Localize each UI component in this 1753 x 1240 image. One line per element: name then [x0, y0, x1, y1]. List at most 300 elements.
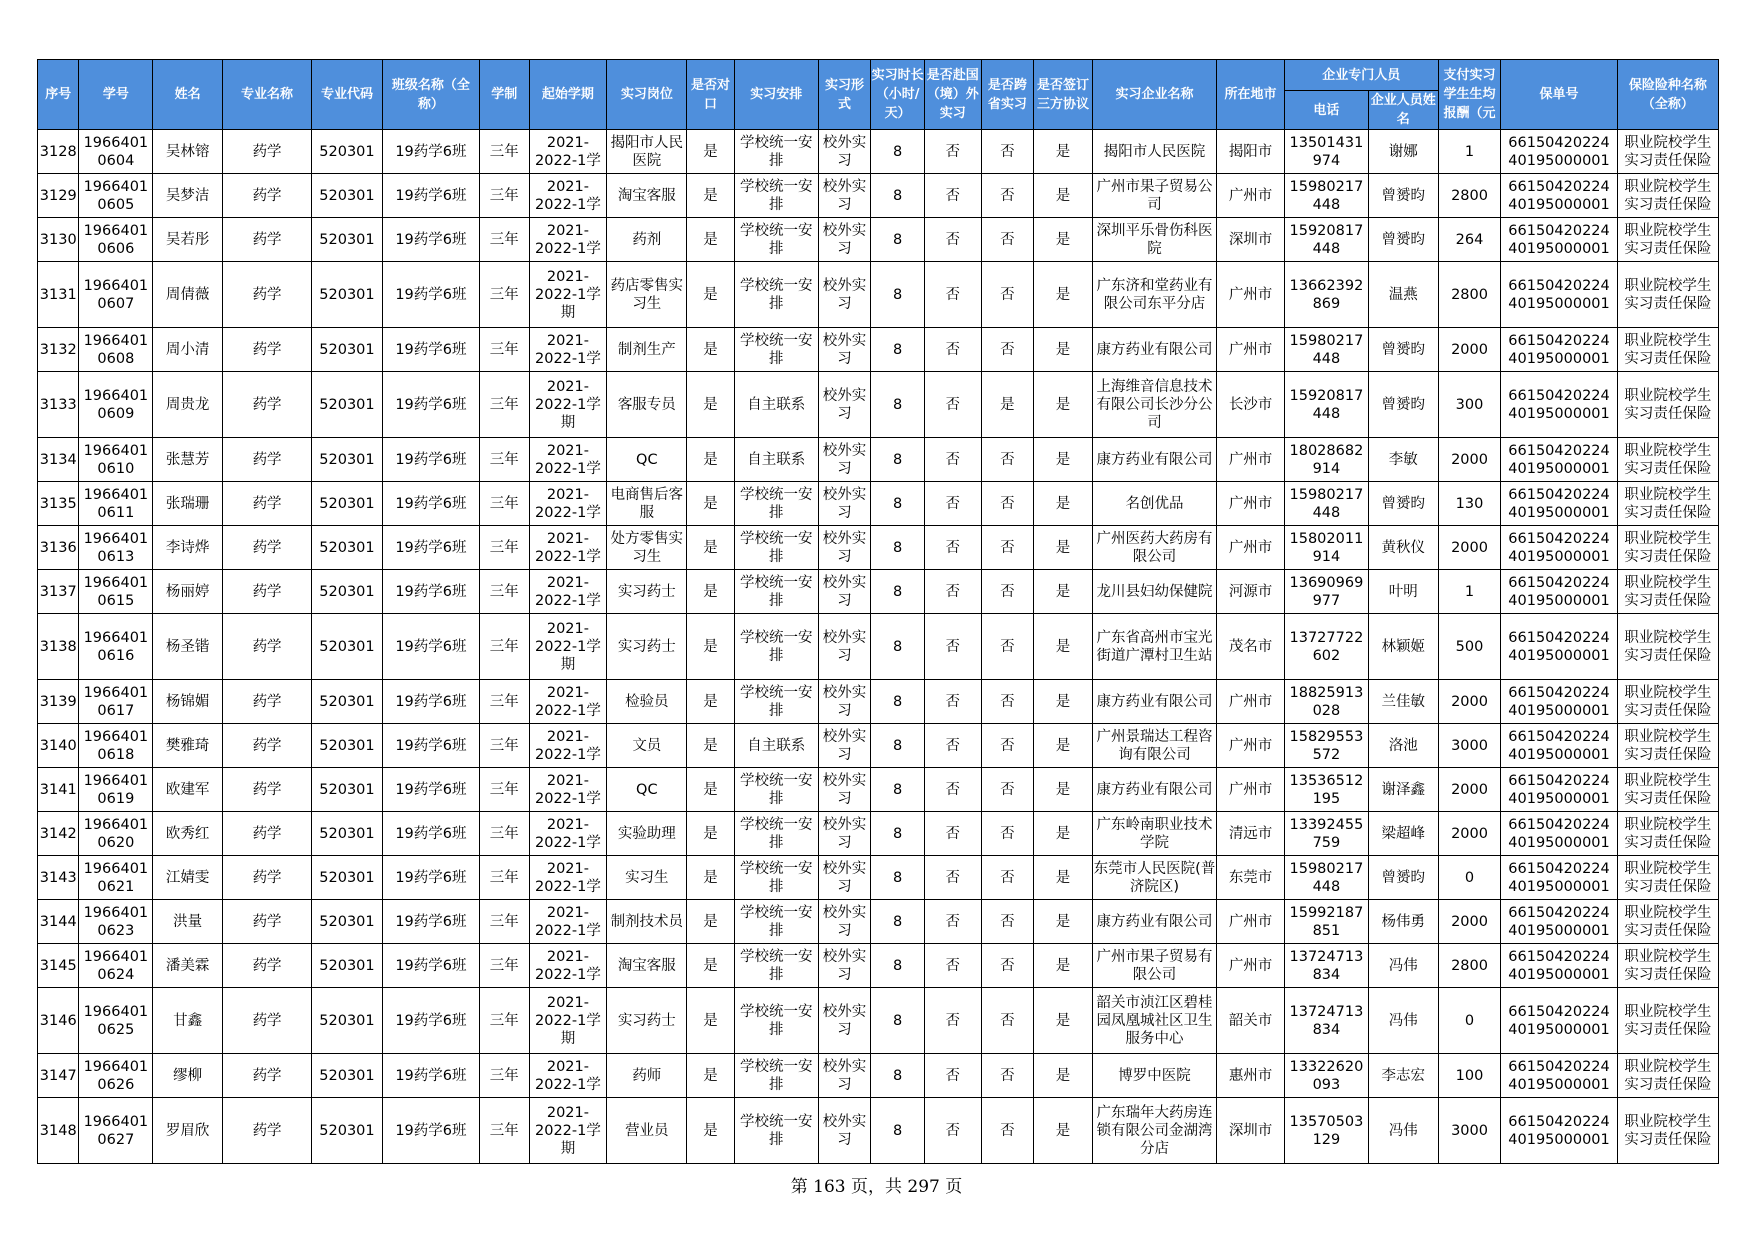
table-cell: 温燕: [1368, 262, 1438, 328]
table-cell: 18825913 028: [1284, 680, 1368, 724]
table-cell: 三年: [479, 988, 529, 1054]
col-header: 专业名称: [223, 60, 312, 130]
col-header: 学制: [479, 60, 529, 130]
table-cell: 职业院校学生实习责任保险: [1617, 218, 1718, 262]
table-cell: 曾赟昀: [1368, 328, 1438, 372]
table-cell: 是: [1034, 218, 1093, 262]
table-cell: 2021-2022-1学: [529, 900, 607, 944]
table-cell: 是: [687, 482, 735, 526]
table-cell: 13662392 869: [1284, 262, 1368, 328]
table-cell: 否: [981, 680, 1034, 724]
table-row: [38, 1054, 1719, 1098]
table-cell: 8: [871, 218, 925, 262]
table-cell: 66150420224 40195000001: [1501, 328, 1617, 372]
table-cell: 否: [924, 1054, 981, 1098]
table-cell: 三年: [479, 174, 529, 218]
table-cell: 520301: [312, 438, 383, 482]
table-cell: 520301: [312, 218, 383, 262]
table-cell: 2021-2022-1学: [529, 768, 607, 812]
table-cell: 15802011 914: [1284, 526, 1368, 570]
table-cell: 广州市: [1217, 680, 1285, 724]
table-cell: 广州市: [1217, 526, 1285, 570]
table-cell: 19药学6班: [382, 768, 479, 812]
table-cell: 冯伟: [1368, 944, 1438, 988]
table-cell: 3142: [38, 812, 79, 856]
table-cell: 520301: [312, 262, 383, 328]
table-cell: 三年: [479, 438, 529, 482]
table-cell: 是: [1034, 1054, 1093, 1098]
table-cell: 药学: [223, 262, 312, 328]
table-cell: 谢泽鑫: [1368, 768, 1438, 812]
table-cell: 是: [1034, 174, 1093, 218]
table-cell: 2000: [1438, 768, 1501, 812]
table-cell: 广州市: [1217, 174, 1285, 218]
table-cell: 谢娜: [1368, 130, 1438, 174]
table-cell: 广州市: [1217, 724, 1285, 768]
table-cell: 66150420224 40195000001: [1501, 900, 1617, 944]
table-cell: 药学: [223, 944, 312, 988]
table-cell: 校外实习: [818, 372, 871, 438]
table-cell: 66150420224 40195000001: [1501, 768, 1617, 812]
table-cell: 学校统一安排: [734, 614, 818, 680]
table-cell: 三年: [479, 1054, 529, 1098]
table-cell: 1966401 0617: [79, 680, 153, 724]
table-cell: 校外实习: [818, 174, 871, 218]
table-cell: 药学: [223, 438, 312, 482]
table-cell: 是: [687, 218, 735, 262]
table-cell: 18028682 914: [1284, 438, 1368, 482]
table-cell: 19药学6班: [382, 372, 479, 438]
table-cell: 13570503 129: [1284, 1098, 1368, 1164]
table-cell: 19药学6班: [382, 900, 479, 944]
table-cell: 2021-2022-1学: [529, 944, 607, 988]
col-subheader: 电话: [1284, 91, 1368, 130]
table-cell: 13724713 834: [1284, 988, 1368, 1054]
table-cell: 吴林镕: [153, 130, 223, 174]
table-cell: 曾赟昀: [1368, 856, 1438, 900]
table-cell: 否: [981, 218, 1034, 262]
table-cell: 揭阳市人民医院: [607, 130, 687, 174]
table-cell: 2021-2022-1学: [529, 482, 607, 526]
table-cell: 校外实习: [818, 856, 871, 900]
table-cell: 否: [981, 1098, 1034, 1164]
table-cell: 130: [1438, 482, 1501, 526]
table-cell: 2021-2022-1学: [529, 130, 607, 174]
table-cell: 文员: [607, 724, 687, 768]
table-cell: 否: [924, 812, 981, 856]
table-cell: 校外实习: [818, 482, 871, 526]
table-cell: 曾赟昀: [1368, 174, 1438, 218]
table-cell: 学校统一安排: [734, 328, 818, 372]
table-cell: 否: [924, 724, 981, 768]
table-cell: 校外实习: [818, 570, 871, 614]
table-cell: 三年: [479, 1098, 529, 1164]
table-cell: 520301: [312, 1098, 383, 1164]
table-cell: 2021-2022-1学: [529, 218, 607, 262]
table-cell: 否: [924, 438, 981, 482]
table-cell: 清远市: [1217, 812, 1285, 856]
table-cell: 是: [687, 438, 735, 482]
table-cell: 是: [1034, 988, 1093, 1054]
table-cell: 龙川县妇幼保健院: [1092, 570, 1216, 614]
table-cell: 深圳市: [1217, 218, 1285, 262]
table-cell: 8: [871, 944, 925, 988]
table-cell: 药学: [223, 680, 312, 724]
table-cell: 职业院校学生实习责任保险: [1617, 1098, 1718, 1164]
table-cell: 三年: [479, 372, 529, 438]
table-cell: 3129: [38, 174, 79, 218]
table-cell: 深圳平乐骨伤科医院: [1092, 218, 1216, 262]
table-cell: 3144: [38, 900, 79, 944]
table-cell: 否: [924, 614, 981, 680]
table-row: [38, 262, 1719, 328]
table-cell: 1966401 0609: [79, 372, 153, 438]
table-cell: 职业院校学生实习责任保险: [1617, 988, 1718, 1054]
table-cell: 否: [981, 724, 1034, 768]
table-cell: 广东瑞年大药房连锁有限公司金湖湾分店: [1092, 1098, 1216, 1164]
table-row: [38, 812, 1719, 856]
header-row: [38, 60, 1719, 91]
table-cell: 19药学6班: [382, 856, 479, 900]
table-cell: 淘宝客服: [607, 944, 687, 988]
table-cell: 职业院校学生实习责任保险: [1617, 438, 1718, 482]
table-cell: 杨伟勇: [1368, 900, 1438, 944]
table-cell: 冯伟: [1368, 1098, 1438, 1164]
table-cell: 否: [924, 900, 981, 944]
table-cell: 1966401 0605: [79, 174, 153, 218]
col-header: 支付实习学生生均报酬（元: [1438, 60, 1501, 130]
table-cell: 校外实习: [818, 218, 871, 262]
table-cell: 13724713 834: [1284, 944, 1368, 988]
table-cell: 66150420224 40195000001: [1501, 372, 1617, 438]
table-cell: 曾赟昀: [1368, 372, 1438, 438]
table-cell: 520301: [312, 1054, 383, 1098]
table-cell: 是: [687, 174, 735, 218]
table-cell: 职业院校学生实习责任保险: [1617, 372, 1718, 438]
table-row: [38, 328, 1719, 372]
table-cell: 是: [687, 768, 735, 812]
table-cell: 15980217 448: [1284, 482, 1368, 526]
table-cell: 520301: [312, 526, 383, 570]
table-cell: 0: [1438, 856, 1501, 900]
table-cell: 否: [924, 944, 981, 988]
table-cell: 药学: [223, 812, 312, 856]
table-cell: 3148: [38, 1098, 79, 1164]
table-cell: 否: [924, 680, 981, 724]
table-cell: 2021-2022-1学期: [529, 614, 607, 680]
table-cell: 是: [687, 262, 735, 328]
table-cell: 学校统一安排: [734, 130, 818, 174]
col-subheader: 企业人员姓名: [1368, 91, 1438, 130]
table-cell: 3147: [38, 1054, 79, 1098]
table-cell: 惠州市: [1217, 1054, 1285, 1098]
table-cell: 520301: [312, 812, 383, 856]
table-row: [38, 856, 1719, 900]
table-cell: 实习生: [607, 856, 687, 900]
table-cell: 是: [1034, 130, 1093, 174]
table-cell: 3141: [38, 768, 79, 812]
table-cell: 8: [871, 724, 925, 768]
table-cell: 3140: [38, 724, 79, 768]
table-cell: 实习药士: [607, 570, 687, 614]
table-cell: 19药学6班: [382, 130, 479, 174]
table-cell: 学校统一安排: [734, 856, 818, 900]
table-cell: 长沙市: [1217, 372, 1285, 438]
table-cell: 8: [871, 680, 925, 724]
table-cell: 冯伟: [1368, 988, 1438, 1054]
table-cell: 3134: [38, 438, 79, 482]
table-cell: 是: [1034, 856, 1093, 900]
table-cell: 3000: [1438, 724, 1501, 768]
table-cell: 否: [924, 130, 981, 174]
table-cell: 8: [871, 614, 925, 680]
table-cell: 19药学6班: [382, 438, 479, 482]
table-cell: 校外实习: [818, 1054, 871, 1098]
table-row: [38, 174, 1719, 218]
col-header: 实习企业名称: [1092, 60, 1216, 130]
table-cell: 19药学6班: [382, 614, 479, 680]
table-cell: 药学: [223, 328, 312, 372]
table-cell: 是: [687, 570, 735, 614]
table-cell: 三年: [479, 328, 529, 372]
table-cell: 营业员: [607, 1098, 687, 1164]
table-cell: 校外实习: [818, 262, 871, 328]
table-cell: 2021-2022-1学: [529, 570, 607, 614]
col-header: 姓名: [153, 60, 223, 130]
table-cell: 2000: [1438, 328, 1501, 372]
table-cell: 职业院校学生实习责任保险: [1617, 328, 1718, 372]
table-cell: 否: [981, 900, 1034, 944]
table-cell: 66150420224 40195000001: [1501, 944, 1617, 988]
table-cell: 3135: [38, 482, 79, 526]
page-footer: 第 163 页，共 297 页: [790, 1177, 963, 1197]
table-cell: 否: [981, 130, 1034, 174]
table-cell: 康方药业有限公司: [1092, 328, 1216, 372]
table-cell: 否: [981, 482, 1034, 526]
table-cell: 处方零售实习生: [607, 526, 687, 570]
col-header: 学号: [79, 60, 153, 130]
table-cell: 林颖姬: [1368, 614, 1438, 680]
table-cell: 否: [981, 526, 1034, 570]
table-cell: 2021-2022-1学: [529, 328, 607, 372]
table-cell: 江婧雯: [153, 856, 223, 900]
table-cell: 广州景瑞达工程咨询有限公司: [1092, 724, 1216, 768]
table-cell: 否: [981, 570, 1034, 614]
table-cell: 药学: [223, 482, 312, 526]
table-cell: 19药学6班: [382, 812, 479, 856]
table-cell: 李志宏: [1368, 1054, 1438, 1098]
table-cell: 否: [981, 174, 1034, 218]
table-cell: 19药学6班: [382, 218, 479, 262]
table-cell: 校外实习: [818, 680, 871, 724]
table-cell: 检验员: [607, 680, 687, 724]
table-cell: 264: [1438, 218, 1501, 262]
table-row: [38, 900, 1719, 944]
table-cell: 15920817 448: [1284, 372, 1368, 438]
table-cell: 0: [1438, 988, 1501, 1054]
table-cell: 8: [871, 130, 925, 174]
table-cell: 李敏: [1368, 438, 1438, 482]
table-cell: 100: [1438, 1054, 1501, 1098]
table-cell: 3143: [38, 856, 79, 900]
table-cell: 否: [924, 856, 981, 900]
table-cell: 520301: [312, 944, 383, 988]
table-cell: 东莞市人民医院(普济院区): [1092, 856, 1216, 900]
table-cell: 实习药士: [607, 614, 687, 680]
table-cell: 19药学6班: [382, 482, 479, 526]
table-cell: 职业院校学生实习责任保险: [1617, 856, 1718, 900]
col-header: 实习形式: [818, 60, 871, 130]
table-cell: 8: [871, 482, 925, 526]
table-cell: 潘美霖: [153, 944, 223, 988]
table-cell: 药学: [223, 372, 312, 438]
table-cell: 杨锦媚: [153, 680, 223, 724]
table-cell: 曾赟昀: [1368, 482, 1438, 526]
table-cell: 是: [687, 944, 735, 988]
table-cell: 520301: [312, 174, 383, 218]
table-cell: 1966401 0621: [79, 856, 153, 900]
table-cell: 是: [687, 812, 735, 856]
table-cell: 520301: [312, 372, 383, 438]
table-cell: 三年: [479, 570, 529, 614]
col-header: 保单号: [1501, 60, 1617, 130]
table-cell: 66150420224 40195000001: [1501, 614, 1617, 680]
table-cell: 广州医药大药房有限公司: [1092, 526, 1216, 570]
table-cell: 韶关市: [1217, 988, 1285, 1054]
col-header: 序号: [38, 60, 79, 130]
table-cell: 广州市: [1217, 438, 1285, 482]
table-cell: 否: [924, 526, 981, 570]
table-cell: 否: [924, 570, 981, 614]
table-cell: 药学: [223, 724, 312, 768]
table-cell: 19药学6班: [382, 944, 479, 988]
table-cell: 学校统一安排: [734, 988, 818, 1054]
table-cell: 2000: [1438, 526, 1501, 570]
table-cell: 学校统一安排: [734, 680, 818, 724]
table-cell: 药学: [223, 900, 312, 944]
table-cell: 520301: [312, 130, 383, 174]
table-cell: 19药学6班: [382, 724, 479, 768]
table-cell: 8: [871, 1098, 925, 1164]
table-row: [38, 438, 1719, 482]
table-cell: 13501431 974: [1284, 130, 1368, 174]
table-cell: 周小清: [153, 328, 223, 372]
table-cell: 康方药业有限公司: [1092, 438, 1216, 482]
table-cell: 是: [1034, 438, 1093, 482]
table-cell: 19药学6班: [382, 680, 479, 724]
table-cell: 缪柳: [153, 1054, 223, 1098]
table-cell: 康方药业有限公司: [1092, 900, 1216, 944]
table-cell: 2800: [1438, 262, 1501, 328]
table-row: [38, 944, 1719, 988]
table-cell: 是: [981, 372, 1034, 438]
table-cell: 制剂技术员: [607, 900, 687, 944]
table-cell: 自主联系: [734, 724, 818, 768]
table-cell: 三年: [479, 680, 529, 724]
table-cell: 广东岭南职业技术学院: [1092, 812, 1216, 856]
table-cell: 职业院校学生实习责任保险: [1617, 812, 1718, 856]
table-cell: 广州市: [1217, 900, 1285, 944]
table-cell: 1966401 0626: [79, 1054, 153, 1098]
table-cell: 1966401 0610: [79, 438, 153, 482]
table-cell: 66150420224 40195000001: [1501, 1098, 1617, 1164]
table-cell: 三年: [479, 130, 529, 174]
table-cell: 三年: [479, 218, 529, 262]
table-cell: 是: [1034, 944, 1093, 988]
table-cell: 15829553 572: [1284, 724, 1368, 768]
table-cell: 学校统一安排: [734, 570, 818, 614]
table-cell: 520301: [312, 328, 383, 372]
table-cell: 8: [871, 262, 925, 328]
table-cell: 66150420224 40195000001: [1501, 988, 1617, 1054]
table-cell: 职业院校学生实习责任保险: [1617, 680, 1718, 724]
table-cell: 否: [924, 482, 981, 526]
table-cell: 三年: [479, 768, 529, 812]
table-cell: 校外实习: [818, 1098, 871, 1164]
table-cell: 否: [981, 812, 1034, 856]
table-cell: 19药学6班: [382, 174, 479, 218]
table-cell: 周贵龙: [153, 372, 223, 438]
col-header: 专业代码: [312, 60, 383, 130]
table-cell: 学校统一安排: [734, 482, 818, 526]
table-row: [38, 570, 1719, 614]
table-cell: 职业院校学生实习责任保险: [1617, 614, 1718, 680]
table-cell: 校外实习: [818, 768, 871, 812]
table-row: [38, 724, 1719, 768]
table-cell: 杨圣锴: [153, 614, 223, 680]
table-cell: 职业院校学生实习责任保险: [1617, 944, 1718, 988]
table-cell: 否: [981, 988, 1034, 1054]
table-cell: QC: [607, 438, 687, 482]
table-cell: 药学: [223, 1054, 312, 1098]
table-cell: 周倩薇: [153, 262, 223, 328]
table-cell: 药学: [223, 614, 312, 680]
table-cell: 1: [1438, 570, 1501, 614]
table-cell: 是: [1034, 482, 1093, 526]
table-cell: 2800: [1438, 174, 1501, 218]
table-cell: 博罗中医院: [1092, 1054, 1216, 1098]
col-header: 起始学期: [529, 60, 607, 130]
table-cell: 19药学6班: [382, 328, 479, 372]
col-header: 是否对口: [687, 60, 735, 130]
table-cell: 是: [687, 372, 735, 438]
table-cell: 职业院校学生实习责任保险: [1617, 526, 1718, 570]
table-cell: 520301: [312, 570, 383, 614]
table-cell: 19药学6班: [382, 988, 479, 1054]
table-cell: 罗眉欣: [153, 1098, 223, 1164]
table-cell: 520301: [312, 900, 383, 944]
table-cell: 否: [924, 218, 981, 262]
table-cell: 否: [981, 1054, 1034, 1098]
table-cell: 否: [981, 944, 1034, 988]
table-cell: 广州市: [1217, 768, 1285, 812]
table-cell: 是: [687, 526, 735, 570]
table-cell: 520301: [312, 724, 383, 768]
table-cell: 康方药业有限公司: [1092, 680, 1216, 724]
table-cell: 2000: [1438, 438, 1501, 482]
table-cell: 66150420224 40195000001: [1501, 174, 1617, 218]
table-cell: 2021-2022-1学: [529, 174, 607, 218]
table-cell: 2021-2022-1学: [529, 724, 607, 768]
table-cell: 学校统一安排: [734, 768, 818, 812]
table-cell: 洪量: [153, 900, 223, 944]
col-header-group: 企业专门人员: [1284, 60, 1438, 91]
table-cell: 是: [687, 1098, 735, 1164]
table-cell: 职业院校学生实习责任保险: [1617, 1054, 1718, 1098]
table-cell: 学校统一安排: [734, 812, 818, 856]
table-cell: 制剂生产: [607, 328, 687, 372]
table-cell: 19药学6班: [382, 1098, 479, 1164]
